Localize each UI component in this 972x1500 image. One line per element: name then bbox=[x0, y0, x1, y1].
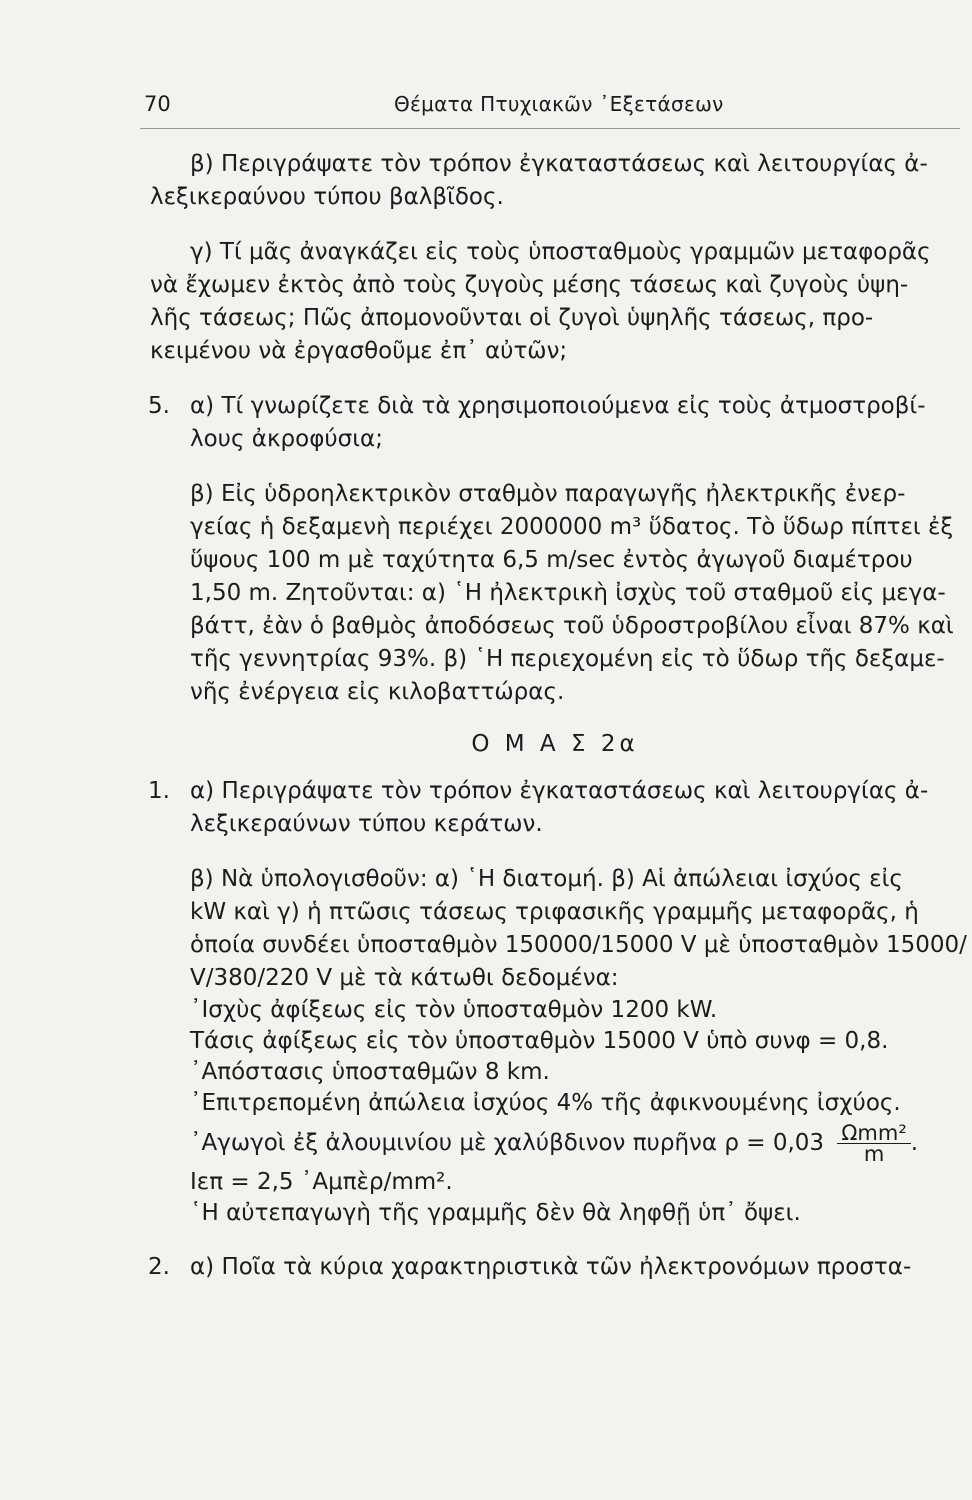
text-line: λους ἀκροφύσια; bbox=[190, 426, 383, 452]
text-line: V/380/220 V μὲ τὰ κάτωθι δεδομένα: bbox=[190, 965, 619, 991]
data-line: ᾿Ισχὺς ἀφίξεως εἰς τὸν ὑποσταθμὸν 1200 kW. bbox=[190, 997, 718, 1023]
data-line: ᾿Επιτρεπομένη ἀπώλεια ἰσχύος 4% τῆς ἀφικνουμένης ἰσχύος. bbox=[190, 1090, 901, 1116]
fraction-period: . bbox=[910, 1130, 919, 1156]
conductor-text: ᾿Αγωγοὶ ἐξ ἀλουμινίου μὲ χαλύβδινον πυρῆνα ρ = 0,03 bbox=[190, 1130, 825, 1156]
text-line: γ) Τί μᾶς ἀναγκάζει εἰς τοὺς ὑποσταθμοὺς γραμμῶν μεταφορᾶς bbox=[190, 239, 931, 265]
page-number: 70 bbox=[144, 92, 171, 116]
text-line: βάττ, ἐὰν ὁ βαθμὸς ἀποδόσεως τοῦ ὑδροστροβίλου εἶναι 87% καὶ bbox=[190, 613, 954, 639]
text-line: λῆς τάσεως; Πῶς ἀπομονοῦνται οἱ ζυγοὶ ὑψηλῆς τάσεως, προ- bbox=[150, 305, 874, 331]
question-1a bbox=[150, 775, 960, 841]
page-content bbox=[148, 148, 967, 1306]
question-5a bbox=[150, 390, 960, 456]
text-line: 1,50 m. Ζητοῦνται: α) ῾Η ἠλεκτρικὴ ἰσχὺς τοῦ σταθμοῦ εἰς μεγα- bbox=[190, 580, 946, 606]
text-line: α) Περιγράψατε τὸν τρόπον ἐγκαταστάσεως καὶ λειτουργίας ἀ- bbox=[190, 778, 929, 804]
text-line: kW καὶ γ) ἡ πτῶσις τάσεως τριφασικῆς γραμμῆς μεταφορᾶς, ἡ bbox=[190, 899, 919, 925]
running-title: Θέματα Πτυχιακῶν ᾿Εξετάσεων bbox=[394, 92, 724, 116]
question-1b bbox=[150, 863, 967, 995]
section-title: Ο Μ Α Σ 2α bbox=[471, 731, 639, 757]
current-density-line: Iεπ = 2,5 ᾿Αμπὲρ/mm². bbox=[190, 1169, 453, 1195]
text-line: γείας ἡ δεξαμενὴ περιέχει 2000000 m³ ὕδατος. Τὸ ὕδωρ πίπτει ἐξ bbox=[190, 514, 954, 540]
text-line: νῆς ἐνέργεια εἰς κιλοβαττώρας. bbox=[190, 679, 565, 705]
fraction-denominator: m bbox=[863, 1142, 885, 1166]
question-4b bbox=[150, 148, 960, 214]
given-data bbox=[150, 995, 960, 1229]
text-line: ὁποία συνδέει ὑποσταθμὸν 150000/15000 V μὲ ὑποσταθμὸν 15000/ bbox=[190, 932, 967, 958]
question-number: 1. bbox=[148, 778, 170, 804]
text-line: νὰ ἔχωμεν ἐκτὸς ἀπὸ τοὺς ζυγοὺς μέσης τάσεως καὶ ζυγοὺς ὑψη- bbox=[150, 272, 909, 298]
question-5b bbox=[150, 478, 960, 709]
text-line: α) Τί γνωρίζετε διὰ τὰ χρησιμοποιούμενα εἰς τοὺς ἀτμοστροβί- bbox=[190, 393, 926, 419]
note-line: ῾Η αὐτεπαγωγὴ τῆς γραμμῆς δὲν θὰ ληφθῇ ὑπ᾿ ὄψει. bbox=[190, 1200, 801, 1226]
question-2a bbox=[150, 1251, 960, 1284]
text-line: ὕψους 100 m μὲ ταχύτητα 6,5 m/sec ἐντὸς ἀγωγοῦ διαμέτρου bbox=[190, 547, 913, 573]
question-number: 5. bbox=[148, 393, 170, 419]
text-line: β) Περιγράψατε τὸν τρόπον ἐγκαταστάσεως καὶ λειτουργίας ἀ- bbox=[190, 151, 928, 177]
data-line: ᾿Απόστασις ὑποσταθμῶν 8 km. bbox=[190, 1059, 550, 1085]
page-header bbox=[144, 92, 956, 122]
conductor-line bbox=[150, 1119, 960, 1167]
header-rule bbox=[140, 128, 960, 129]
text-line: β) Νὰ ὑπολογισθοῦν: α) ῾Η διατομή. β) Αἱ ἀπώλειαι ἰσχύος εἰς bbox=[190, 866, 903, 892]
text-line: λεξικεραύνων τύπου κεράτων. bbox=[190, 811, 543, 837]
data-line: Τάσις ἀφίξεως εἰς τὸν ὑποσταθμὸν 15000 V ὑπὸ συνφ = 0,8. bbox=[190, 1028, 889, 1054]
unit-fraction bbox=[837, 1123, 910, 1164]
text-line: α) Ποῖα τὰ κύρια χαρακτηριστικὰ τῶν ἠλεκτρονόμων προστα- bbox=[190, 1254, 912, 1280]
question-number: 2. bbox=[148, 1254, 170, 1280]
fraction-numerator: Ωmm² bbox=[837, 1123, 910, 1144]
text-line: κειμένου νὰ ἐργασθοῦμε ἐπ᾿ αὐτῶν; bbox=[150, 338, 568, 364]
text-line: τῆς γεννητρίας 93%. β) ῾Η περιεχομένη εἰς τὸ ὕδωρ τῆς δεξαμε- bbox=[190, 646, 945, 672]
question-4c bbox=[150, 236, 960, 368]
text-line: β) Εἰς ὑδροηλεκτρικὸν σταθμὸν παραγωγῆς ἠλεκτρικῆς ἐνερ- bbox=[190, 481, 906, 507]
text-line: λεξικεραύνου τύπου βαλβῖδος. bbox=[150, 184, 504, 210]
